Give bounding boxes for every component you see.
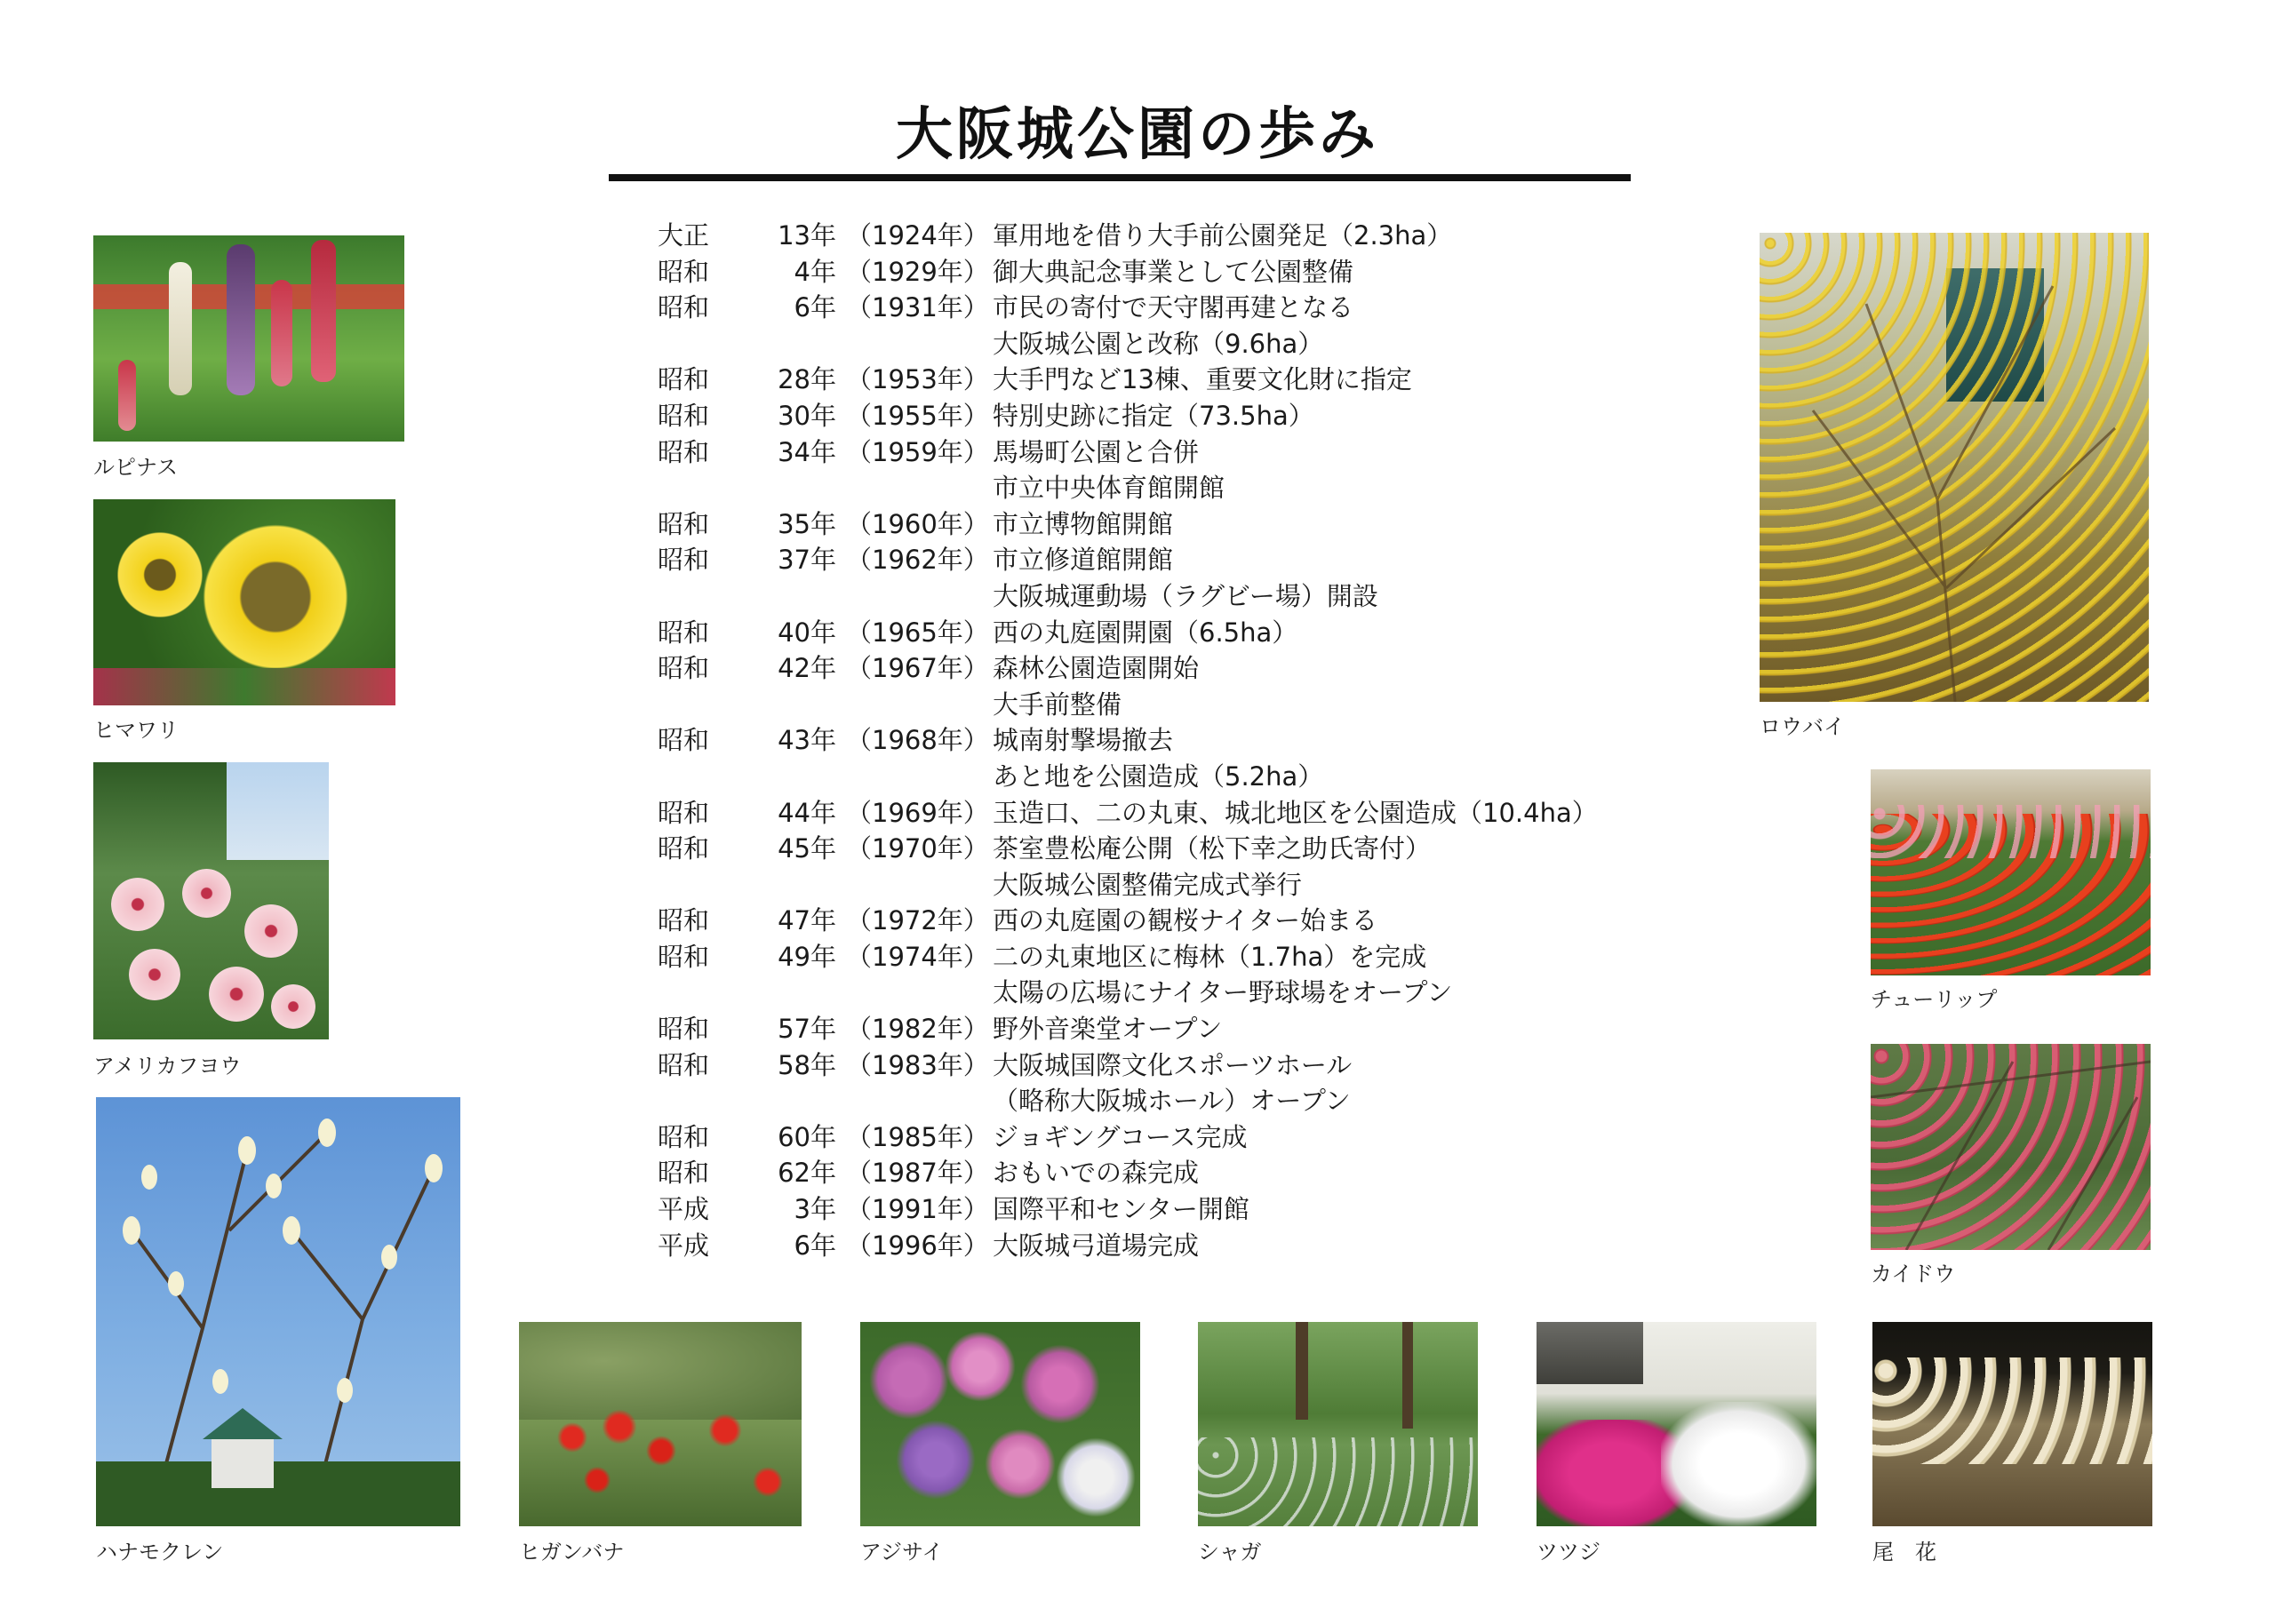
timeline-event: 特別史跡に指定（73.5ha）: [993, 400, 1314, 431]
timeline-era: [658, 975, 755, 1011]
timeline-year: 35: [778, 508, 810, 539]
timeline-year: 45: [778, 833, 810, 864]
timeline-ad-year: （1955年）: [846, 400, 989, 431]
timeline-event: 馬場町公園と合併: [993, 436, 1200, 467]
timeline-ad-year: [846, 470, 993, 506]
timeline-nen: 年: [810, 941, 837, 972]
caption-obana: 尾 花: [1872, 1540, 1936, 1564]
timeline-ad-year: （1987年）: [846, 1158, 989, 1189]
timeline-year: 49: [778, 941, 810, 972]
timeline-ad-year: （1972年）: [846, 905, 989, 936]
timeline-event: 大阪城公園整備完成式挙行: [993, 869, 1303, 900]
timeline-ad-year: [846, 867, 993, 904]
timeline-event: 大阪城公園と改称（9.6ha）: [993, 328, 1324, 359]
caption-tsutsuji: ツツジ: [1537, 1540, 1600, 1564]
timeline-nen: 年: [810, 545, 837, 576]
timeline-ad-year: （1970年）: [846, 833, 989, 864]
timeline-row: [658, 398, 1680, 434]
timeline-ad-year: （1974年）: [846, 941, 989, 972]
timeline-ad-year: [846, 1083, 993, 1119]
timeline-nen: 年: [810, 653, 837, 684]
timeline-ad-year: （1931年）: [846, 292, 989, 323]
timeline-nen: 年: [810, 364, 837, 395]
timeline-year: [755, 1083, 810, 1119]
timeline-event: 西の丸庭園開園（6.5ha）: [993, 617, 1298, 648]
timeline-nen: [810, 1083, 846, 1119]
timeline-era: 昭和: [658, 1049, 710, 1080]
photo-himawari: [93, 499, 395, 705]
timeline-year: [755, 326, 810, 362]
timeline-year: 58: [778, 1049, 810, 1080]
timeline-ad-year: [846, 975, 993, 1011]
timeline-event: 御大典記念事業として公園整備: [993, 256, 1354, 287]
timeline-row: [658, 362, 1680, 398]
timeline-ad-year: [846, 687, 993, 723]
photo-kaidou: [1871, 1044, 2151, 1250]
timeline-ad-year: （1991年）: [846, 1194, 989, 1225]
timeline-era: [658, 759, 755, 795]
timeline-nen: 年: [810, 292, 837, 323]
timeline-event: ジョギングコース完成: [993, 1121, 1248, 1152]
timeline-row: [658, 1228, 1680, 1264]
timeline-event: 野外音楽堂オープン: [993, 1014, 1223, 1045]
timeline-era: 昭和: [658, 941, 710, 972]
timeline-year: 28: [778, 364, 810, 395]
timeline-row: [658, 795, 1680, 832]
timeline-nen: [810, 867, 846, 904]
timeline-row: [658, 434, 1680, 471]
timeline-year: 37: [778, 545, 810, 576]
timeline-year: 34: [778, 436, 810, 467]
timeline-nen: 年: [810, 220, 837, 251]
timeline-year: 57: [778, 1014, 810, 1045]
caption-higanbana: ヒガンバナ: [519, 1540, 625, 1564]
timeline-event: 西の丸庭園の観桜ナイター始まる: [993, 905, 1377, 936]
photo-hanamokuren: [96, 1097, 460, 1526]
caption-roubai: ロウバイ: [1760, 714, 1845, 739]
timeline-nen: 年: [810, 833, 837, 864]
caption-americafuyou: アメリカフヨウ: [93, 1054, 242, 1079]
timeline-year: [755, 687, 810, 723]
timeline-ad-year: （1962年）: [846, 545, 989, 576]
timeline-nen: 年: [810, 256, 837, 287]
timeline-nen: [810, 470, 846, 506]
timeline-year: 60: [778, 1121, 810, 1152]
timeline-year: [755, 867, 810, 904]
timeline-era: [658, 867, 755, 904]
timeline-era: 昭和: [658, 256, 710, 287]
caption-lupinus: ルピナス: [93, 455, 179, 480]
timeline-row: [658, 867, 1680, 904]
timeline-event: 国際平和センター開館: [993, 1194, 1249, 1225]
timeline-nen: 年: [810, 1194, 837, 1225]
caption-ajisai: アジサイ: [860, 1540, 944, 1564]
timeline-row: [658, 1155, 1680, 1191]
timeline-era: 昭和: [658, 292, 710, 323]
timeline-ad-year: （1985年）: [846, 1121, 989, 1152]
timeline-row: [658, 687, 1680, 723]
photo-shaga: [1198, 1322, 1478, 1526]
timeline-ad-year: （1960年）: [846, 508, 989, 539]
timeline-row: [658, 1011, 1680, 1047]
timeline-era: 大正: [658, 220, 710, 251]
timeline-event: 二の丸東地区に梅林（1.7ha）を完成: [993, 941, 1427, 972]
timeline-row: [658, 1083, 1680, 1119]
timeline-nen: 年: [810, 905, 837, 936]
timeline-event: あと地を公園造成（5.2ha）: [993, 760, 1324, 792]
timeline-era: 平成: [658, 1230, 710, 1261]
timeline-year: 6: [794, 292, 810, 323]
timeline-nen: 年: [810, 1121, 837, 1152]
timeline-year: [755, 578, 810, 615]
timeline-row: [658, 578, 1680, 615]
timeline-event: 市立修道館開館: [993, 545, 1174, 576]
timeline-event: 大手門など13棟、重要文化財に指定: [993, 364, 1412, 395]
timeline-era: [658, 578, 755, 615]
title-underline: [609, 174, 1631, 181]
timeline-event: 大手前整備: [993, 689, 1122, 720]
timeline-era: [658, 687, 755, 723]
timeline-era: [658, 470, 755, 506]
timeline-era: 昭和: [658, 400, 710, 431]
timeline-ad-year: （1982年）: [846, 1014, 989, 1045]
timeline-ad-year: （1929年）: [846, 256, 989, 287]
timeline-year: [755, 759, 810, 795]
timeline-era: 昭和: [658, 508, 710, 539]
timeline-year: [755, 975, 810, 1011]
timeline-ad-year: [846, 326, 993, 362]
photo-higanbana: [519, 1322, 802, 1526]
caption-himawari: ヒマワリ: [93, 718, 179, 743]
timeline-event: 城南射撃場撤去: [993, 725, 1174, 756]
photo-obana: [1872, 1322, 2152, 1526]
timeline-event: 茶室豊松庵公開（松下幸之助氏寄付）: [993, 833, 1432, 864]
timeline-era: 昭和: [658, 833, 710, 864]
timeline-year: 42: [778, 653, 810, 684]
timeline-era: 昭和: [658, 725, 710, 756]
timeline-ad-year: [846, 759, 993, 795]
timeline-ad-year: （1969年）: [846, 797, 989, 828]
timeline-ad-year: （1924年）: [846, 220, 989, 251]
timeline-nen: 年: [810, 400, 837, 431]
photo-americafuyou: [93, 762, 329, 1039]
caption-hanamokuren: ハナモクレン: [96, 1540, 224, 1564]
timeline-era: 平成: [658, 1194, 710, 1225]
timeline-event: 玉造口、二の丸東、城北地区を公園造成（10.4ha）: [993, 797, 1598, 828]
timeline-nen: 年: [810, 1014, 837, 1045]
timeline-row: [658, 254, 1680, 291]
timeline-era: [658, 326, 755, 362]
timeline-event: 大阪城運動場（ラグビー場）開設: [993, 580, 1378, 611]
timeline-era: 昭和: [658, 545, 710, 576]
timeline-ad-year: （1968年）: [846, 725, 989, 756]
timeline-era: 昭和: [658, 905, 710, 936]
timeline-row: [658, 722, 1680, 759]
timeline-ad-year: （1965年）: [846, 617, 989, 648]
photo-roubai: [1760, 233, 2149, 702]
timeline-row: [658, 650, 1680, 687]
timeline-row: [658, 326, 1680, 362]
page-title: 大阪城公園の歩み: [896, 102, 1379, 168]
timeline-event: おもいでの森完成: [993, 1158, 1200, 1189]
timeline-row: [658, 759, 1680, 795]
timeline-row: [658, 1119, 1680, 1156]
timeline-event: 市立中央体育館開館: [993, 473, 1225, 504]
timeline-year: 44: [778, 797, 810, 828]
timeline-year: 3: [794, 1194, 810, 1225]
timeline-row: [658, 903, 1680, 939]
timeline-ad-year: （1996年）: [846, 1230, 989, 1261]
timeline-era: 昭和: [658, 617, 710, 648]
timeline-row: [658, 218, 1680, 254]
timeline-row: [658, 831, 1680, 867]
timeline-event: （略称大阪城ホール）オープン: [993, 1086, 1351, 1117]
photo-tulip: [1871, 769, 2151, 975]
timeline-nen: 年: [810, 617, 837, 648]
timeline-year: [755, 470, 810, 506]
timeline-row: [658, 506, 1680, 543]
timeline-event: 市立博物館開館: [993, 508, 1174, 539]
timeline-row: [658, 975, 1680, 1011]
timeline-event: 森林公園造園開始: [993, 653, 1200, 684]
timeline-nen: 年: [810, 508, 837, 539]
timeline-era: 昭和: [658, 653, 710, 684]
timeline-year: 30: [778, 400, 810, 431]
caption-kaidou: カイドウ: [1871, 1262, 1956, 1286]
timeline-nen: [810, 759, 846, 795]
timeline-row: [658, 615, 1680, 651]
timeline-event: 太陽の広場にナイター野球場をオープン: [993, 977, 1453, 1008]
timeline-nen: 年: [810, 1049, 837, 1080]
timeline-row: [658, 939, 1680, 975]
timeline-era: 昭和: [658, 1121, 710, 1152]
timeline-row: [658, 290, 1680, 326]
timeline-era: [658, 1083, 755, 1119]
timeline-year: 4: [794, 256, 810, 287]
timeline-row: [658, 470, 1680, 506]
timeline-nen: [810, 326, 846, 362]
photo-lupinus: [93, 235, 404, 442]
timeline-nen: 年: [810, 725, 837, 756]
timeline-year: 62: [778, 1158, 810, 1189]
history-timeline: [658, 218, 1680, 1263]
timeline-ad-year: （1983年）: [846, 1049, 989, 1080]
timeline-era: 昭和: [658, 1014, 710, 1045]
timeline-ad-year: （1953年）: [846, 364, 989, 395]
timeline-nen: 年: [810, 1230, 837, 1261]
timeline-era: 昭和: [658, 364, 710, 395]
timeline-era: 昭和: [658, 1158, 710, 1189]
timeline-nen: [810, 687, 846, 723]
timeline-event: 軍用地を借り大手前公園発足（2.3ha）: [993, 220, 1453, 251]
photo-tsutsuji: [1537, 1322, 1816, 1526]
timeline-nen: [810, 975, 846, 1011]
timeline-nen: 年: [810, 1158, 837, 1189]
timeline-ad-year: [846, 578, 993, 615]
timeline-year: 40: [778, 617, 810, 648]
timeline-row: [658, 1047, 1680, 1084]
timeline-event: 大阪城弓道場完成: [993, 1230, 1200, 1261]
photo-ajisai: [860, 1322, 1140, 1526]
timeline-event: 大阪城国際文化スポーツホール: [993, 1049, 1353, 1080]
timeline-year: 47: [778, 905, 810, 936]
timeline-nen: 年: [810, 797, 837, 828]
timeline-ad-year: （1967年）: [846, 653, 989, 684]
timeline-row: [658, 1191, 1680, 1228]
timeline-row: [658, 542, 1680, 578]
timeline-nen: 年: [810, 436, 837, 467]
timeline-ad-year: （1959年）: [846, 436, 989, 467]
timeline-year: 6: [794, 1230, 810, 1261]
caption-tulip: チューリップ: [1871, 987, 1998, 1012]
timeline-event: 市民の寄付で天守閣再建となる: [993, 292, 1354, 323]
timeline-nen: [810, 578, 846, 615]
timeline-year: 43: [778, 725, 810, 756]
timeline-era: 昭和: [658, 436, 710, 467]
caption-shaga: シャガ: [1198, 1540, 1262, 1564]
timeline-era: 昭和: [658, 797, 710, 828]
timeline-year: 13: [778, 220, 810, 251]
